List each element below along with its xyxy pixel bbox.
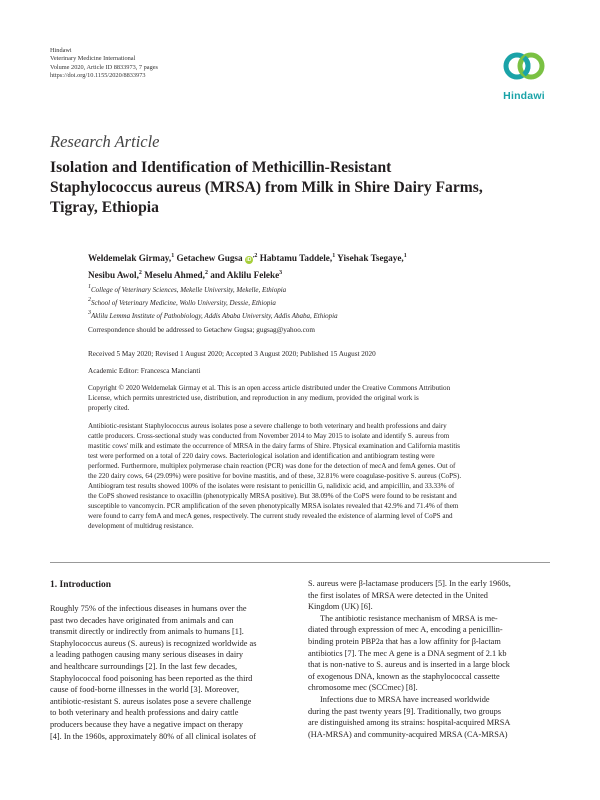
affiliation: $^3$Aklilu Lemma Institute of Pathobiology, Addis Ababa University, Addis Ababa, Ethiopia xyxy=(88,310,338,320)
author-name[interactable]: Yisehak Tsegaye, xyxy=(337,253,404,263)
orcid-icon[interactable]: iD xyxy=(246,257,252,263)
affiliation: $^1$College of Veterinary Sciences, Mekelle University, Mekelle, Ethiopia xyxy=(88,284,287,294)
journal-name: Veterinary Medicine International xyxy=(50,55,136,63)
author-name[interactable]: Habtamu Taddele, xyxy=(259,253,333,263)
body-column-left: Roughly 75% of the infectious diseases in humans over the past two decades have originated from animals and can transmit directly or indirectly from animals to humans [1]. Staphylococcus aureus (S. aureus) is recognized worldwide as a leading pathogen causing many serious diseases in dairy and healthcare surroundings [2]. In the last few decades, Staphylococcal food poisoning has been reported as the third cause of food-borne illnesses in the world [3]. Moreover, antibiotic-resistant S. aureus isolates pose a severe challenge to both veterinary and health professions and dairy cattle producers because they have a negative impact on therapy [4]. In the 1960s, approximately 80% of all clinical isolates of xyxy=(50,604,257,741)
author-name[interactable]: Meselu Ahmed, xyxy=(144,270,205,280)
title-line: Staphylococcus aureus (MRSA) from Milk in Shire Dairy Farms, xyxy=(50,179,483,196)
logo-text: Hindawi xyxy=(503,90,545,102)
doi-link[interactable]: https://doi.org/10.1155/2020/8833973 xyxy=(50,72,146,80)
hindawi-logo xyxy=(498,46,550,106)
affiliation: $^2$School of Veterinary Medicine, Wollo University, Dessie, Ethiopia xyxy=(88,297,276,307)
publisher: Hindawi xyxy=(50,47,72,54)
paper-title xyxy=(50,158,570,218)
volume-line: Volume 2020, Article ID 8833973, 7 pages xyxy=(50,63,158,71)
section-heading: 1. Introduction xyxy=(50,580,112,590)
author-list: Weldemelak Girmay,$^1$ Getachew Gugsa $iD^{,2}$ Habtamu Taddele,$^1$ Yisehak Tsegaye,$^1$ Nesibu Awol,$^2$ Meselu Ahmed,$^2$ and Aklilu Feleke$^3$ xyxy=(88,253,407,280)
abstract: Antibiotic-resistant Staphylococcus aureus isolates pose a severe challenge to both veterinary and health professions and dairy cattle producers. Cross-sectional study was conducted from November 2014 to May 2015 to isolate and identify S. aureus from mastitic cows' milk and estimate the occurrence of MRSA in the dairy farms of Shire. Physical examination and California mastitis test were performed on a total of 220 dairy cows. Bacteriological isolation and identification and antibiogram testing were performed. Furthermore, multiplex polymerase chain reaction (PCR) was done for the detection of mecA and femA genes. Out of the 220 dairy cows, 64 (29.09%) were positive for bovine mastitis, and of these, 32.81% were coagulase-positive S. aureus (CoPS). Antibiogram test results showed 100% of the isolates were resistant to penicillin G, nalidixic acid, and ampicillin, and 33.33% of the CoPS showed resistance to oxacillin (phenotypically MRSA positive). But 38.09% of the CoPS were found to be resistant and susceptible to vancomycin. PCR amplification of the seven phenotypically MRSA isolates revealed that 42.9% and 71.4% of them were found to carry femA and mecA genes, respectively. The current study revealed the existence of alarming level of CoPS and development of multidrug resistance. xyxy=(88,422,462,530)
academic-editor: Academic Editor: Francesca Mancianti xyxy=(88,367,201,375)
publication-dates: Received 5 May 2020; Revised 1 August 2020; Accepted 3 August 2020; Published 15 August 2020 xyxy=(88,350,376,358)
title-line: Tigray, Ethiopia xyxy=(50,199,159,216)
copyright-notice: Copyright © 2020 Weldemelak Girmay et al. This is an open access article distributed under the Creative Commons Attribution License, which permits unrestricted use, distribution, and reproduction in any medium, provided the original work is properly cited. xyxy=(88,384,451,412)
affiliations xyxy=(88,282,338,321)
body-column-right: S. aureus were β-lactamase producers [5]. In the early 1960s, the first isolates of MRSA were detected in the United Kingdom (UK) [6]. The antibiotic resistance mechanism of MRSA is me- diated through expression of mec A, encoding a penicillin- binding protein PBP2a that has a low affinity for β-lactam antibiotics [7]. The mec A gene is a DNA segment of 2.1 kb that is non-native to S. aureus and is inserted in a large block of exogenous DNA, known as the staphylococcal cassette chromosome mec (SCCmec) [8]. Infections due to MRSA have increased worldwide during the past twenty years [9]. Traditionally, two groups are distinguished among its strains: hospital-acquired MRSA (HA-MRSA) and community-acquired MRSA (CA-MRSA) xyxy=(308,579,511,739)
author-name[interactable]: Getachew Gugsa xyxy=(176,253,243,263)
title-line: Isolation and Identification of Methicillin-Resistant xyxy=(50,159,392,176)
author-name[interactable]: Weldemelak Girmay, xyxy=(88,253,172,263)
author-name[interactable]: Nesibu Awol, xyxy=(88,270,139,280)
journal-info xyxy=(50,47,158,81)
divider xyxy=(50,562,550,563)
author-name[interactable]: and Aklilu Feleke xyxy=(210,270,280,280)
article-type: Research Article xyxy=(50,132,160,151)
correspondence: Correspondence should be addressed to Getachew Gugsa; gugsag@yahoo.com xyxy=(88,326,315,334)
hindawi-rings-logo-icon xyxy=(498,46,550,90)
